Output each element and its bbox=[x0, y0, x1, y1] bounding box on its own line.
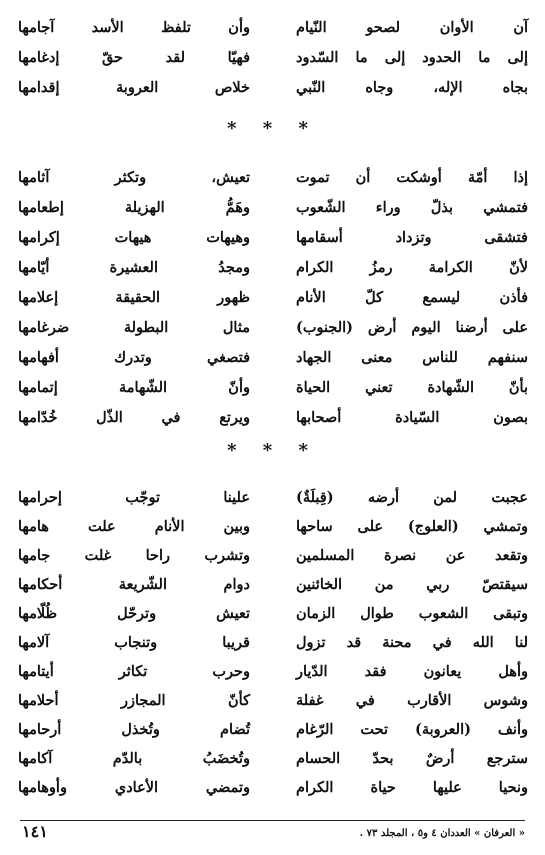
verse-second-half: تعيش، وتكثر آثامها bbox=[18, 169, 250, 186]
verse-first-half: سنفهم للناس معنى الجهاد bbox=[296, 349, 528, 366]
journal-citation: « العرفان » العددان ٤ و٥ ، المجلد ٧٣ . bbox=[359, 828, 525, 839]
verse-first-half: آن الأوان لصحو النّيام bbox=[296, 19, 528, 36]
verse-second-half: علينا توجّب إحرامها bbox=[18, 489, 250, 506]
verse-first-half: إذا أمّة أوشكت أن تموت bbox=[296, 169, 528, 186]
verse-second-half: وهَمُّ الهزيلة إطعامها bbox=[18, 199, 250, 216]
verse-second-half: دوام الشّريعة أحكامها bbox=[18, 576, 250, 593]
verse-second-half: وتمضي الأعادي وأوهامها bbox=[18, 779, 250, 796]
verse-first-half: ونحيا عليها حياة الكرام bbox=[296, 779, 528, 796]
verse-first-half: وتمشي (العلوج) على ساحها bbox=[296, 518, 528, 535]
verse-first-half: وتبقى الشعوب طوال الزمان bbox=[296, 605, 528, 622]
verse-second-half: وهيهات هيهات إكرامها bbox=[18, 229, 250, 246]
section-separator: * * * bbox=[227, 440, 318, 461]
verse-second-half: ظهور الحقيقة إعلامها bbox=[18, 289, 250, 306]
poem-stanza-2 bbox=[18, 160, 528, 440]
verse-second-half: وأنّ الشّهامة إتمامها bbox=[18, 379, 250, 396]
verse-first-half: على أرضنا اليوم أرض (الجنوب) bbox=[296, 319, 528, 336]
verse-second-half: تُضام وتُخذل أرحامها bbox=[18, 721, 250, 738]
verse-second-half: مثال البطولة ضرغامها bbox=[18, 319, 250, 336]
verse-second-half: خلاص العروبة إقدامها bbox=[18, 79, 250, 96]
verse-first-half: سترجع أرضٌ بحدّ الحسام bbox=[296, 750, 528, 767]
verse-first-half: بأنّ الشّهادة تعني الحياة bbox=[296, 379, 528, 396]
verse-second-half: وتُخضَبُ بالدّم آكامها bbox=[18, 750, 250, 767]
verse-second-half: وأن تلفظ الأسد آجامها bbox=[18, 19, 250, 36]
verse-first-half: فتشقى وتزداد أسقامها bbox=[296, 229, 528, 246]
section-separator: * * * bbox=[227, 118, 318, 139]
verse-first-half: فتمشي بذلّ وراء الشّعوب bbox=[296, 199, 528, 216]
verse-first-half: وتقعد عن نصرة المسلمين bbox=[296, 547, 528, 564]
verse-first-half: فأذن ليسمع كلّ الأنام bbox=[296, 289, 528, 306]
page-number: ١٤١ bbox=[22, 822, 48, 841]
poem-stanza-3 bbox=[18, 480, 528, 815]
verse-first-half: وأنف (العروبة) تحت الرّغام bbox=[296, 721, 528, 738]
verse-second-half: وبين الأنام علت هامها bbox=[18, 518, 250, 535]
footer-divider bbox=[20, 820, 525, 821]
verse-second-half: تعيش وترحّل ظُلّامها bbox=[18, 605, 250, 622]
verse-first-half: وأهل يعانون فقد الدّيار bbox=[296, 663, 528, 680]
verse-first-half: بصون السّيادة أصحابها bbox=[296, 409, 528, 426]
verse-first-half: إلى ما الحدود إلى ما السّدود bbox=[296, 49, 528, 66]
poem-stanza-1 bbox=[18, 10, 528, 100]
verse-first-half: سيقتصّ ربي من الخائنين bbox=[296, 576, 528, 593]
verse-second-half: ويرتع في الذّل خُدّامها bbox=[18, 409, 250, 426]
verse-second-half: وتشرب راحا غلت جامها bbox=[18, 547, 250, 564]
verse-first-half: بجاه الإله، وجاه النّبي bbox=[296, 79, 528, 96]
verse-second-half: قريبا وتنجاب آلامها bbox=[18, 634, 250, 651]
verse-first-half: لأنّ الكرامة رمزُ الكرام bbox=[296, 259, 528, 276]
verse-second-half: فتصغي وتدرك أفهامها bbox=[18, 349, 250, 366]
verse-first-half: وشوس الأقارب في غفلة bbox=[296, 692, 528, 709]
verse-second-half: وحرب تكاثر أيتامها bbox=[18, 663, 250, 680]
verse-first-half: لنا الله في محنة قد تزول bbox=[296, 634, 528, 651]
verse-second-half: فهيّا لقد حقّ إدغامها bbox=[18, 49, 250, 66]
verse-second-half: كأنّ المجازر أحلامها bbox=[18, 692, 250, 709]
verse-second-half: ومجدُ العشيرة أيّامها bbox=[18, 259, 250, 276]
verse-first-half: عجبت لمن أرضه (قِبلَةٌ) bbox=[296, 489, 528, 506]
